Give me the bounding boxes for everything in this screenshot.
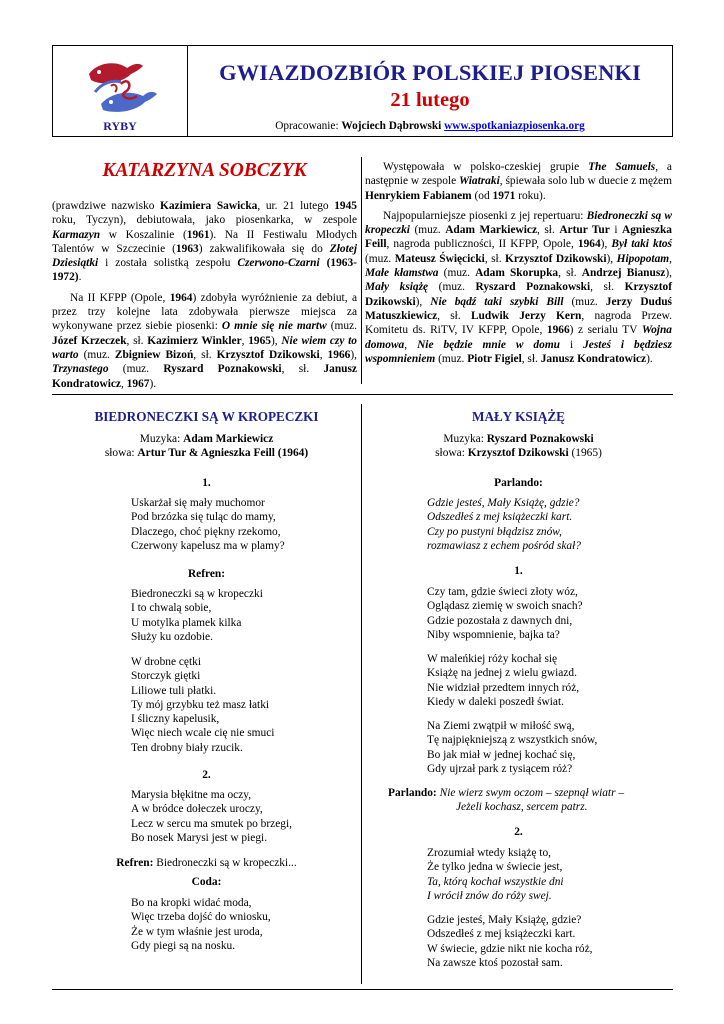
lyric-line: rozmawiasz z echem pośród skał?: [427, 539, 581, 552]
website-link[interactable]: www.spotkaniazpiosenka.org: [444, 120, 585, 132]
song1-lyricist: Artur Tur & Agnieszka Feill (1964): [137, 447, 309, 459]
text-run: Kazimiera Sawicka: [160, 200, 258, 212]
artist-name: KATARZYNA SOBCZYK: [102, 160, 307, 181]
text-run: , śpiewała solo lub w duecie z mężem: [499, 175, 672, 188]
text-run: 1971: [492, 189, 516, 202]
text-run: Ludwik Jerzy Kern: [470, 309, 582, 322]
text-run: [320, 257, 327, 269]
page-date: 21 lutego: [390, 89, 470, 111]
lyric-line: Czy tam, gdzie świeci złoty wóz,: [427, 586, 578, 598]
song1-verse1: [131, 496, 285, 553]
song2-title: MAŁY KSIĄŻĘ: [472, 409, 565, 424]
text-run: i: [609, 224, 622, 237]
header-box: [52, 45, 673, 137]
text-run: , sł.: [281, 363, 324, 376]
text-run: .: [78, 271, 82, 284]
lyric-line: Bo na kropki widać moda,: [131, 897, 252, 909]
text-run: Henrykiem Fabianem: [365, 189, 472, 202]
song1-coda: [131, 896, 271, 953]
song1-refrain-repeat: [52, 856, 361, 870]
text-run: 1967: [126, 377, 150, 390]
text-run: , nagroda Przew. Komitetu ds. RiTV, IV KFPP, Opole,: [365, 309, 672, 337]
text-run: ).: [149, 377, 157, 390]
section-divider: [52, 394, 673, 395]
lyric-line: I wrócił znów do róży swej.: [427, 889, 552, 902]
text-run: Był taki ktoś: [611, 238, 672, 251]
verse-label: 1.: [514, 565, 523, 577]
lyric-line: Gdzie pozostała z dawnych dni,: [427, 614, 573, 627]
lyric-line: Że w tym właśnie jest uroda,: [131, 925, 263, 938]
text-run: Wiatraki: [459, 175, 500, 188]
text-run: ,: [319, 348, 328, 361]
text-run: 1945: [334, 200, 357, 212]
lyric-line: I śliczny kapelusik,: [131, 713, 220, 726]
song1-credits: [52, 432, 361, 460]
text-run: Adam Markiewicz: [445, 224, 538, 237]
text-run: (muz.: [435, 352, 468, 365]
text-run: w Koszalinie (: [100, 228, 187, 241]
bio-paragraph: [365, 160, 672, 203]
credits-prefix: Opracowanie:: [275, 120, 342, 132]
verse-label: 2.: [514, 826, 523, 838]
lyric-line: Kiedy w daleki poszedł świat.: [427, 695, 564, 708]
text-run: , sł.: [521, 352, 541, 365]
text-run: 1966: [546, 324, 570, 337]
text-run: Małe kłamstwa: [365, 267, 439, 280]
text-run: roku, Tyczyn), debiutowała, jako piosenkarka, w zespole: [52, 214, 357, 227]
text-run: ) z serialu TV: [569, 324, 642, 337]
lyric-line: Lecz w sercu ma smutek po brzegi,: [131, 817, 292, 830]
text-run: Nie wiem czy to warto: [52, 334, 357, 361]
text-run: ),: [350, 348, 357, 361]
credits-line: [188, 120, 672, 132]
text-run: (od: [471, 189, 493, 202]
song2-verse1c: [427, 719, 597, 776]
lyric-line: Gdy ujrzał park z tysiącem róż?: [427, 762, 573, 775]
bio-paragraph: [52, 199, 357, 285]
lyric-line: Uskarżał się mały muchomor: [131, 497, 265, 509]
text-run: , ur. 21 lutego: [257, 200, 335, 212]
column-divider: [361, 404, 362, 984]
text-run: ). Na II Festiwalu Młodych Talentów w Szczecinie (: [52, 228, 357, 255]
text-run: Agnieszka Feill: [365, 224, 672, 251]
text-run: Janusz Kondratowicz: [52, 363, 357, 390]
text-run: Nie bądź taki szybki Bill: [430, 295, 564, 308]
text-run: Janusz Kondratowicz: [540, 352, 647, 365]
text-run: ,: [120, 377, 127, 390]
text-run: , sł.: [193, 348, 217, 361]
section-divider: [52, 989, 673, 990]
refrain-label: Refren:: [187, 568, 226, 580]
credits-author: Wojciech Dąbrowski: [341, 120, 442, 132]
text-run: ),: [606, 252, 617, 265]
text-run: Nie będzie mnie w domu: [417, 338, 561, 351]
song2-parlando1: [427, 496, 581, 553]
lyric-line: Storczyk giętki: [131, 670, 201, 683]
bio-paragraph: [52, 291, 357, 391]
lyric-line: Dlaczego, choć piękny rzekomo,: [131, 525, 281, 538]
text-run: (1963-1972): [52, 257, 357, 284]
lyric-line: Biedroneczki są w kropeczki: [131, 588, 263, 600]
parlando-label: Parlando:: [494, 477, 543, 489]
text-run: i została solistką zespołu: [98, 257, 238, 270]
text-run: 1964: [577, 238, 601, 251]
text-run: Trzynastego: [52, 363, 109, 376]
music-label: Muzyka:: [443, 433, 487, 445]
lyric-line: Nie widział przedtem innych róż,: [427, 681, 580, 694]
text-run: Piotr Figiel: [467, 352, 522, 365]
column-divider: [361, 157, 362, 384]
song2-verse1b: [427, 652, 579, 709]
text-run: 1964: [169, 291, 193, 304]
text-run: (muz.: [438, 267, 476, 280]
parlando-label: Parlando:: [388, 787, 437, 799]
lyric-line: Zrozumiał wtedy książę to,: [427, 847, 551, 859]
text-run: ),: [665, 267, 673, 280]
text-run: Karmazyn: [52, 228, 101, 241]
text-run: , sł.: [126, 334, 148, 347]
text-run: ,: [669, 252, 672, 265]
text-run: Andrzej Bianusz: [581, 267, 666, 280]
lyric-line: Że tylko jedna w świecie jest,: [427, 861, 563, 874]
lyric-line: W świecie, gdzie nikt nie kocha róż,: [427, 942, 593, 955]
lyric-line: Pod brzózka się tuląc do mamy,: [131, 511, 276, 524]
text-run: 1966: [327, 348, 351, 361]
parlando2-line1: Nie wierz swym oczom – szepnął wiatr –: [439, 787, 625, 799]
lyric-line: Książę na jednej z wielu gwiazd.: [427, 667, 577, 680]
song2-year: (1965): [571, 447, 602, 459]
text-run: Biedroneczki są w kropeczki: [365, 209, 672, 237]
lyric-line: Na Ziemi zwątpił w miłość swą,: [427, 720, 575, 732]
text-run: 1965: [248, 334, 271, 347]
text-run: Hipopotam: [616, 252, 670, 265]
lyric-line: Ty mój grzybku też masz łatki: [131, 698, 270, 711]
text-run: ),: [600, 238, 612, 251]
song2-verse1a: [427, 585, 583, 642]
lyric-line: W drobne cętki: [131, 656, 202, 668]
text-run: Krzysztof Dzikowski: [216, 348, 320, 361]
text-run: , sł.: [558, 267, 582, 280]
lyric-line: Niby wspomnienie, bajka ta?: [427, 628, 560, 641]
lyric-line: Ten drobny biały rzucik.: [131, 741, 243, 754]
text-run: ) zdobyła wyróżnienie za debiut, a przez trzy kolejne lata zdobywała pierwsze miejsca za wykonywane przez siebie piosenki:: [52, 291, 358, 333]
text-run: , sł.: [537, 224, 560, 237]
text-run: Na II KFPP (Opole,: [70, 291, 170, 304]
text-run: Krzysztof Dzikowski: [365, 281, 673, 308]
text-run: , sł.: [484, 252, 505, 265]
text-run: (muz.: [326, 320, 357, 333]
song2-parlando2: [388, 786, 624, 815]
text-run: ) zakwalifikowała się do: [198, 242, 330, 255]
page-title: GWIAZDOZBIÓR POLSKIEJ PIOSENKI: [219, 60, 641, 85]
text-run: Jesteś i będziesz wspomnieniem: [365, 338, 672, 365]
text-run: , a następnie w zespole: [365, 161, 672, 188]
lyrics-label: słowa:: [435, 447, 468, 459]
lyric-line: U motylka plamek kilka: [131, 616, 242, 629]
song2-lyricist: Krzysztof Dzikowski: [467, 447, 569, 459]
lyric-line: W maleńkiej róży kochał się: [427, 653, 558, 665]
song2-verse2a: [427, 846, 564, 903]
text-run: ,: [404, 338, 418, 351]
text-run: (prawdziwe nazwisko: [52, 200, 160, 212]
song2-credits: [365, 432, 672, 460]
bio-left-column: [52, 199, 357, 397]
song1-refrain-a: [131, 587, 263, 644]
text-run: 1961: [186, 228, 210, 241]
coda-label: Coda:: [191, 876, 222, 888]
text-run: Ryszard Poznakowski: [475, 281, 591, 294]
song1-composer: Adam Markiewicz: [183, 433, 274, 445]
text-run: Kazimierz Winkler: [147, 334, 242, 347]
lyric-line: Czy po pustyni błądzisz znów,: [427, 525, 562, 538]
text-run: Występowała w polsko-czeskiej grupie: [383, 161, 589, 173]
music-label: Muzyka:: [139, 433, 184, 445]
text-run: ),: [415, 295, 431, 308]
lyric-line: Ta, którą kochał wszystkie dni: [427, 875, 564, 888]
text-run: , sł.: [437, 309, 471, 322]
text-run: (muz.: [108, 363, 164, 376]
text-run: (muz.: [428, 281, 476, 294]
song2-composer: Ryszard Poznakowski: [486, 433, 594, 445]
refrain-label: Refren:: [116, 857, 154, 869]
song1-title: BIEDRONECZKI SĄ W KROPECZKI: [94, 409, 319, 424]
lyric-line: Więc trzeba dojść do wniosku,: [131, 911, 271, 924]
lyric-line: Liliowe tuli płatki.: [131, 684, 217, 697]
song2-verse2b: [427, 913, 593, 970]
text-run: Mateusz Święcicki: [394, 252, 485, 265]
text-run: Mały książę: [365, 281, 429, 294]
lyric-line: Bo nosek Marysi jest w piegi.: [131, 831, 268, 844]
lyric-line: Marysia błękitne ma oczy,: [131, 789, 252, 801]
lyric-line: Oglądasz ziemię w swoich snach?: [427, 600, 583, 613]
text-run: (muz.: [409, 224, 446, 237]
zodiac-sign-label: RYBY: [103, 119, 137, 133]
text-run: (muz.: [563, 295, 606, 308]
lyric-line: Czerwony kapelusz ma w plamy?: [131, 539, 285, 552]
text-run: ),: [270, 334, 282, 347]
text-run: The Samuels: [588, 161, 656, 173]
lyric-line: Gdzie jesteś, Mały Książę, gdzie?: [427, 914, 582, 926]
text-run: Złotej Dziesiątki: [52, 242, 357, 270]
text-run: Adam Skorupka: [475, 267, 559, 280]
text-run: , nagroda publiczności, II KFPP, Opole,: [386, 238, 578, 251]
text-run: ,: [241, 334, 249, 347]
bio-paragraph: [365, 209, 672, 366]
text-run: Najpopularniejsze piosenki z jej repertuaru:: [383, 209, 587, 222]
lyric-line: Więc niech wcale cię nie smuci: [131, 727, 275, 740]
lyric-line: Gdy piegi są na nosku.: [131, 939, 236, 952]
text-run: Wojna domowa: [365, 324, 673, 351]
lyric-line: Odszedłeś z mej książeczki kart.: [427, 928, 576, 941]
text-run: Artur Tur: [559, 224, 610, 237]
lyric-line: I to chwalą sobie,: [131, 602, 212, 615]
parlando2-line2: Jeżeli kochasz, sercem patrz.: [456, 801, 588, 814]
text-run: ).: [646, 352, 653, 365]
verse-label: 1.: [202, 477, 211, 489]
lyric-line: A w bródce dołeczek uroczy,: [131, 803, 263, 816]
zodiac-logo-cell: [53, 46, 188, 136]
lyric-line: Na zawsze ktoś pozostał sam.: [427, 956, 563, 969]
verse-label: 2.: [202, 769, 211, 781]
text-run: roku).: [515, 189, 546, 202]
text-run: i: [560, 338, 584, 351]
text-run: O mnie się nie martw: [221, 320, 327, 333]
lyric-line: Służy ku ozdobie.: [131, 630, 213, 643]
text-run: Ryszard Poznakowski: [163, 363, 282, 376]
bio-right-column: [365, 160, 672, 372]
lyric-line: Tę najpiękniejszą z wszystkich snów,: [427, 734, 598, 747]
song1-verse2: [131, 788, 292, 845]
text-run: Czerwono-Czarni: [237, 257, 320, 270]
pisces-fish-icon: [81, 52, 161, 116]
lyric-line: Odszedłeś z mej książeczki kart.: [427, 511, 573, 524]
refrain-repeat-text: Biedroneczki są w kropeczki...: [156, 857, 297, 869]
text-run: (muz.: [78, 348, 115, 361]
lyric-line: Bo jak miał w jednej kochać się,: [427, 748, 576, 761]
text-run: Józef Krzeczek: [52, 334, 127, 347]
text-run: , sł.: [590, 281, 625, 294]
text-run: (muz.: [365, 252, 395, 265]
text-run: 1963: [175, 242, 199, 255]
lyrics-label: słowa:: [104, 447, 138, 459]
lyric-line: Gdzie jesteś, Mały Książę, gdzie?: [427, 497, 580, 509]
song1-refrain-b: [131, 655, 274, 755]
text-run: Krzysztof Dzikowski: [505, 252, 607, 265]
text-run: Zbigniew Bizoń: [114, 348, 194, 361]
text-run: Jerzy Duduś Matuszkiewicz: [365, 295, 672, 322]
